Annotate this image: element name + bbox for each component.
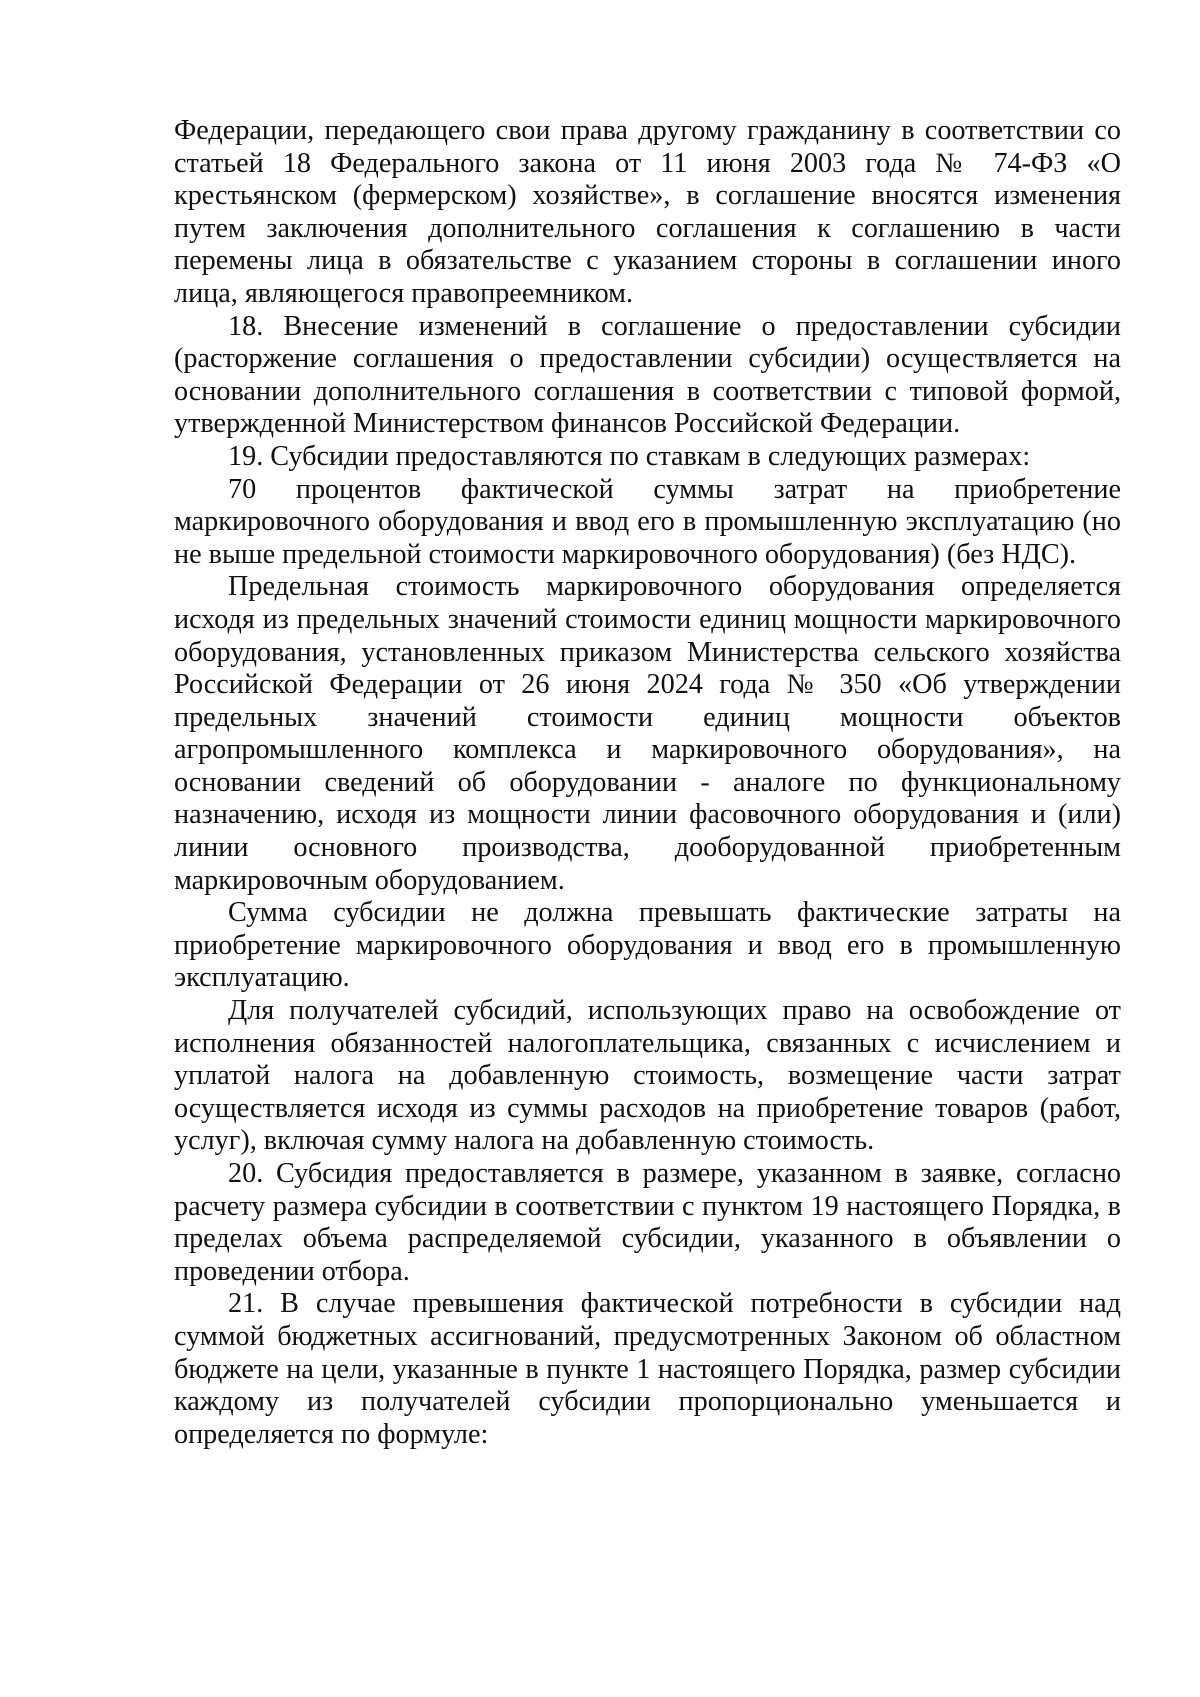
paragraph-item-21: 21. В случае превышения фактической потребности в субсидии над суммой бюджетных ассигнований, предусмотренных Законом об областном бюджете на цели, указанные в пункте 1 настоящего Порядка, размер субсидии каждому из получателей субсидии пропорционально уменьшается и определяется по формуле: — [174, 1288, 1121, 1450]
paragraph-rate-70-percent: 70 процентов фактической суммы затрат на приобретение маркировочного оборудования и ввод его в промышленную эксплуатацию (но не выше предельной стоимости маркировочного оборудования) (без НДС). — [174, 473, 1121, 570]
paragraph-item-18: 18. Внесение изменений в соглашение о предоставлении субсидии (расторжение соглашения о предоставлении субсидии) осуществляется на основании дополнительного соглашения в соответствии с типовой формой, утвержденной Министерством финансов Российской Федерации. — [174, 310, 1121, 440]
paragraph-item-19: 19. Субсидии предоставляются по ставкам в следующих размерах: — [228, 440, 1031, 472]
paragraph-subsidy-limit: Сумма субсидии не должна превышать фактические затраты на приобретение маркировочного оборудования и ввод его в промышленную эксплуатацию. — [174, 897, 1121, 994]
paragraph-item-20: 20. Субсидия предоставляется в размере, указанном в заявке, согласно расчету размера субсидии в соответствии с пунктом 19 настоящего Порядка, в пределах объема распределяемой субсидии, указанного в объявлении о проведении отбора. — [174, 1158, 1121, 1287]
paragraph-continuation: Федерации, передающего свои права другому гражданину в соответствии со статьей 18 Федерального закона от 11 июня 2003 года № 74-ФЗ «О крестьянском (фермерском) хозяйстве», в соглашение вносятся изменения путем заключения дополнительного соглашения к соглашению в части перемены лица в обязательстве с указанием стороны в соглашении иного лица, являющегося правопреемником. — [174, 115, 1121, 309]
paragraph-max-cost: Предельная стоимость маркировочного оборудования определяется исходя из предельных значений стоимости единиц мощности маркировочного оборудования, установленных приказом Министерства сельского хозяйства Российской Федерации от 26 июня 2024 года № 350 «Об утверждении предельных значений стоимости единиц мощности объектов агропромышленного комплекса и маркировочного оборудования», на основании сведений об оборудовании - аналоге по функциональному назначению, исходя из мощности линии фасовочного оборудования и (или) линии основного производства, дооборудованной приобретенным маркировочным оборудованием. — [174, 571, 1121, 896]
paragraph-vat-exemption: Для получателей субсидий, использующих право на освобождение от исполнения обязанностей налогоплательщика, связанных с исчислением и уплатой налога на добавленную стоимость, возмещение части затрат осуществляется исходя из суммы расходов на приобретение товаров (работ, услуг), включая сумму налога на добавленную стоимость. — [174, 995, 1121, 1157]
document-page — [174, 115, 1121, 1451]
